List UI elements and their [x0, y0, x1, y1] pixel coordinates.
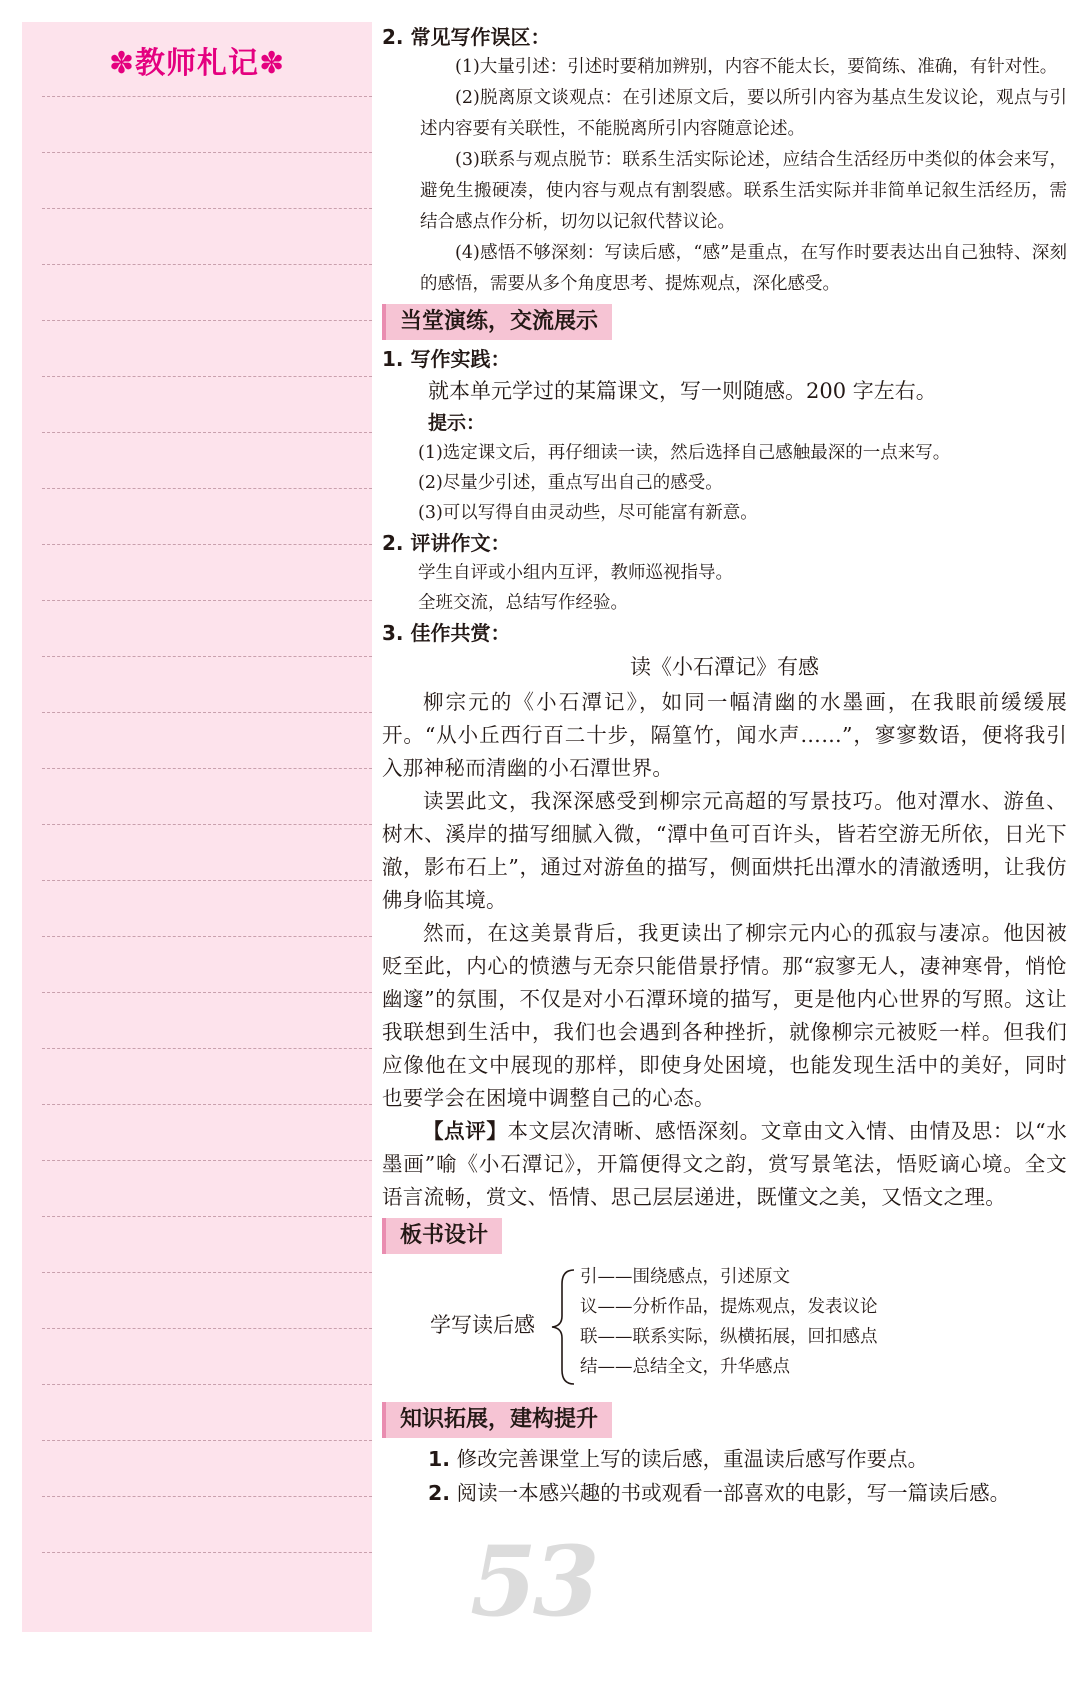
note-line: [42, 992, 372, 993]
board-item: 引——围绕感点，引述原文: [580, 1267, 790, 1287]
board-item: 联——联系实际，纵横拓展，回扣感点: [580, 1327, 878, 1347]
board-center-label: 学写读后感: [430, 1313, 535, 1337]
brace-icon: [548, 1266, 578, 1388]
practice-banner: 当堂演练，交流展示: [382, 304, 612, 340]
note-line: [42, 600, 372, 601]
note-line: [42, 1216, 372, 1217]
extension-item: [382, 1476, 1067, 1510]
note-line: [42, 488, 372, 489]
note-line: [42, 1384, 372, 1385]
board-design: [382, 1264, 1067, 1390]
writing-practice-heading: 1. 写作实践：: [382, 347, 511, 371]
extension-item-number: 2.: [428, 1481, 451, 1505]
essay-paragraph: 柳宗元的《小石潭记》，如同一幅清幽的水墨画，在我眼前缓缓展开。“从小丘西行百二十步，隔篁竹，闻水声……”，寥寥数语，便将我引入那神秘而清幽的小石潭世界。: [382, 690, 1067, 780]
note-line: [42, 432, 372, 433]
teacher-notes-sidebar: [22, 22, 372, 1632]
tip-item: (1)选定课文后，再仔细读一读，然后选择自己感触最深的一点来写。: [418, 443, 951, 463]
note-line: [42, 936, 372, 937]
error-item: (2)脱离原文谈观点：在引述原文后，要以所引内容为基点生发议论，观点与引述内容要有关联性，不能脱离所引内容随意论述。: [420, 88, 1067, 139]
note-line: [42, 880, 372, 881]
note-line: [42, 376, 372, 377]
note-line: [42, 1272, 372, 1273]
note-line: [42, 1048, 372, 1049]
note-line: [42, 1440, 372, 1441]
note-line: [42, 656, 372, 657]
note-line: [42, 320, 372, 321]
note-line: [42, 152, 372, 153]
note-line: [42, 712, 372, 713]
note-line: [42, 768, 372, 769]
essay-paragraph: 然而，在这美景背后，我更读出了柳宗元内心的孤寂与凄凉。他因被贬至此，内心的愤懑与无奈只能借景抒情。那“寂寥无人，凄神寒骨，悄怆幽邃”的氛围，不仅是对小石潭环境的描写，更是他内心世界的写照。这让我联想到生活中，我们也会遇到各种挫折，就像柳宗元被贬一样。但我们应像他在文中展现的那样，即使身处困境，也能发现生活中的美好，同时也要学会在困境中调整自己的心态。: [382, 921, 1067, 1110]
writing-practice-task: 就本单元学过的某篇课文，写一则随感。200 字左右。: [428, 379, 937, 403]
comment-tag: 【点评】: [423, 1119, 508, 1143]
extension-item-text: 阅读一本感兴趣的书或观看一部喜欢的电影，写一篇读后感。: [456, 1481, 1011, 1505]
note-line: [42, 96, 372, 97]
note-line: [42, 1552, 372, 1553]
sample-essay-heading: 3. 佳作共赏：: [382, 621, 511, 645]
note-line: [42, 1160, 372, 1161]
essay-paragraph: 读罢此文，我深深感受到柳宗元高超的写景技巧。他对潭水、游鱼、树木、溪岸的描写细腻入微，“潭中鱼可百许头，皆若空游无所依，日光下澈，影布石上”，通过对游鱼的描写，侧面烘托出潭水的清澈透明，让我仿佛身临其境。: [382, 789, 1067, 912]
error-item: (1)大量引述：引述时要稍加辨别，内容不能太长，要简练、准确，有针对性。: [455, 57, 1058, 77]
page-number: 53: [470, 1525, 596, 1638]
sidebar-title: ✽教师札记✽: [108, 46, 286, 81]
note-line: [42, 1496, 372, 1497]
tips-label: 提示：: [428, 412, 486, 434]
error-item: (4)感悟不够深刻：写读后感，“感”是重点，在写作时要表达出自己独特、深刻的感悟，需要从多个角度思考、提炼观点，深化感受。: [420, 243, 1067, 294]
writing-errors-list: [382, 52, 1067, 300]
board-design-banner: 板书设计: [382, 1218, 502, 1254]
board-item: 结——总结全文，升华感点: [580, 1357, 790, 1377]
note-line: [42, 824, 372, 825]
extension-item-text: 修改完善课堂上写的读后感，重温读后感写作要点。: [456, 1447, 929, 1471]
tip-item: (3)可以写得自由灵动些，尽可能富有新意。: [418, 503, 758, 523]
note-line: [42, 208, 372, 209]
note-line: [42, 1104, 372, 1105]
error-item: (3)联系与观点脱节：联系生活实际论述，应结合生活经历中类似的体会来写，避免生搬硬凑，使内容与观点有割裂感。联系生活实际并非简单记叙生活经历，需结合感点作分析，切勿以记叙代替议论。: [420, 150, 1067, 232]
extension-item: [382, 1442, 1067, 1476]
review-item: 全班交流，总结写作经验。: [418, 593, 628, 613]
essay-title: 读《小石潭记》有感: [630, 655, 819, 679]
tip-item: (2)尽量少引述，重点写出自己的感受。: [418, 473, 723, 493]
note-line: [42, 264, 372, 265]
comment-text: 本文层次清晰、感悟深刻。文章由文入情、由情及思：以“水墨画”喻《小石潭记》，开篇便得文之韵，赏写景笔法，悟贬谪心境。全文语言流畅，赏文、悟情、思己层层递进，既懂文之美，又悟文之理。: [382, 1119, 1067, 1209]
extension-banner: 知识拓展，建构提升: [382, 1402, 612, 1438]
review-heading: 2. 评讲作文：: [382, 531, 511, 555]
note-line: [42, 544, 372, 545]
essay-comment: [382, 1115, 1067, 1214]
board-item: 议——分析作品，提炼观点，发表议论: [580, 1297, 878, 1317]
review-item: 学生自评或小组内互评，教师巡视指导。: [418, 563, 733, 583]
writing-errors-heading: 2. 常见写作误区：: [382, 25, 551, 49]
main-content: [382, 22, 1067, 1510]
extension-item-number: 1.: [428, 1447, 451, 1471]
note-line: [42, 1328, 372, 1329]
